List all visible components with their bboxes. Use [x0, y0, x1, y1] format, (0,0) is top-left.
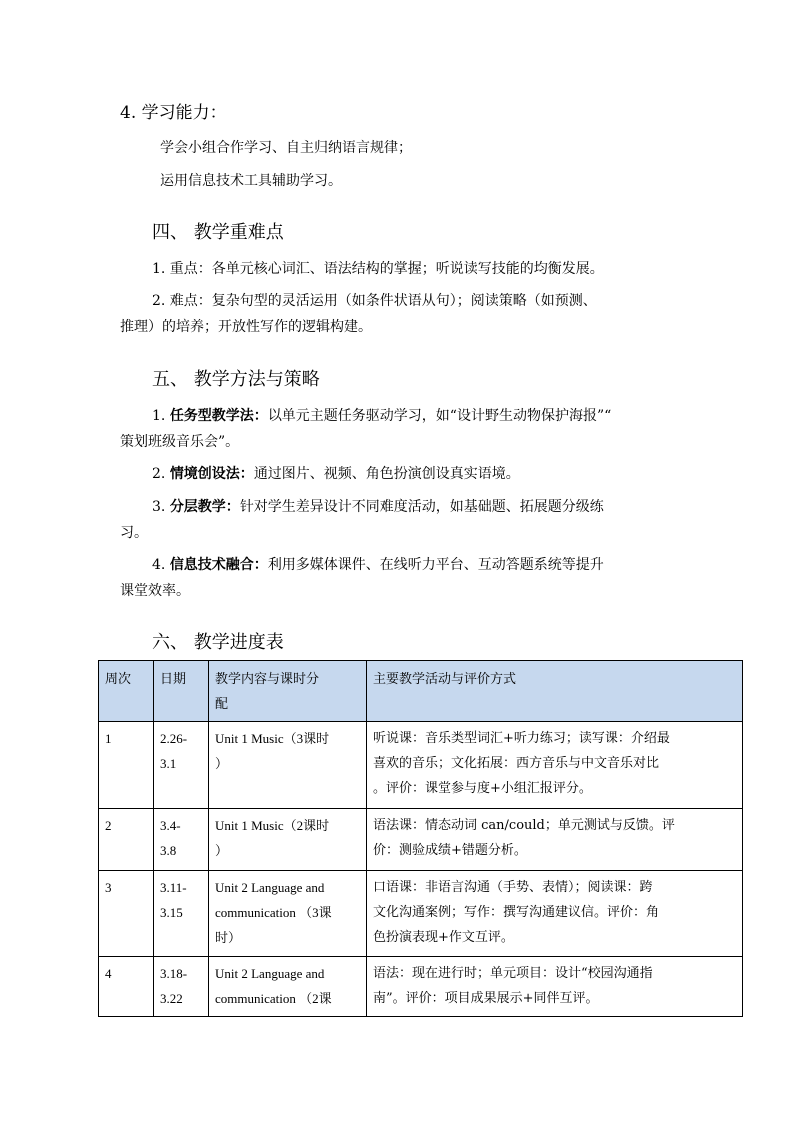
method-1-title: 任务型教学法：: [169, 408, 268, 424]
table-row: [99, 722, 743, 809]
schedule-header-row: [99, 661, 743, 722]
method-2-number: 2.: [152, 466, 170, 482]
cell-date: 3.4- 3.8: [154, 809, 209, 871]
header-week: 周次: [99, 661, 154, 722]
cell-activities: 听说课：音乐类型词汇+听力练习；读写课：介绍最 喜欢的音乐；文化拓展：西方音乐与中文音乐对比 。评价：课堂参与度+小组汇报评分。: [367, 722, 743, 809]
method-3-cont: 习。: [120, 525, 148, 541]
cell-content: Unit 1 Music（2课时 ）: [209, 809, 367, 871]
section4-point-2b: 推理）的培养；开放性写作的逻辑构建。: [120, 319, 372, 335]
header-activities: 主要教学活动与评价方式: [367, 661, 743, 722]
section4-point-2a: 2. 难点：复杂句型的灵活运用（如条件状语从句）；阅读策略（如预测、: [152, 293, 597, 309]
method-3-title: 分层教学：: [169, 499, 240, 515]
method-2-title: 情境创设法：: [169, 466, 254, 482]
cell-date: 3.18- 3.22: [154, 957, 209, 1017]
table-row: [99, 871, 743, 957]
cell-activities: 语法课：情态动词 can/could；单元测试与反馈。评 价：测验成绩+错题分析。: [367, 809, 743, 871]
cell-date: 2.26- 3.1: [154, 722, 209, 809]
header-content: 教学内容与课时分 配: [209, 661, 367, 722]
method-1: [152, 405, 611, 425]
cell-content: Unit 1 Music（3课时 ）: [209, 722, 367, 809]
cell-week: 2: [99, 809, 154, 871]
cell-content: Unit 2 Language and communication （2课: [209, 957, 367, 1017]
method-1-number: 1.: [152, 408, 170, 424]
method-4-text: 利用多媒体课件、在线听力平台、互动答题系统等提升: [267, 557, 604, 573]
method-1-text: 以单元主题任务驱动学习，如“设计野生动物保护海报”“: [267, 408, 612, 424]
method-1-cont: 策划班级音乐会”。: [120, 434, 240, 450]
schedule-table: [98, 660, 743, 1017]
cell-week: 3: [99, 871, 154, 957]
table-row: [99, 957, 743, 1017]
method-3-number: 3.: [152, 499, 170, 515]
cell-activities: 语法：现在进行时；单元项目：设计“校园沟通指 南”。评价：项目成果展示+同伴互评。: [367, 957, 743, 1017]
learning-heading: 4. 学习能力：: [120, 103, 227, 123]
table-row: [99, 809, 743, 871]
cell-week: 4: [99, 957, 154, 1017]
header-date: 日期: [154, 661, 209, 722]
cell-week: 1: [99, 722, 154, 809]
section6-heading: 六、 教学进度表: [152, 632, 284, 653]
method-4-cont: 课堂效率。: [120, 583, 190, 599]
method-2: [152, 463, 520, 483]
section5-heading: 五、 教学方法与策略: [152, 369, 320, 390]
method-3-text: 针对学生差异设计不同难度活动，如基础题、拓展题分级练: [239, 499, 604, 515]
method-3: [152, 496, 604, 516]
method-2-text: 通过图片、视频、角色扮演创设真实语境。: [253, 466, 520, 482]
section4-heading: 四、 教学重难点: [152, 222, 284, 243]
method-4-title: 信息技术融合：: [169, 557, 268, 573]
learning-line-2: 运用信息技术工具辅助学习。: [160, 173, 342, 189]
cell-activities: 口语课：非语言沟通（手势、表情）；阅读课：跨 文化沟通案例；写作：撰写沟通建议信。评价：角 色扮演表现+作文互评。: [367, 871, 743, 957]
method-4: [152, 554, 604, 574]
cell-content: Unit 2 Language and communication （3课 时）: [209, 871, 367, 957]
method-4-number: 4.: [152, 557, 170, 573]
cell-date: 3.11- 3.15: [154, 871, 209, 957]
section4-point-1: 1. 重点：各单元核心词汇、语法结构的掌握；听说读写技能的均衡发展。: [152, 261, 604, 277]
learning-line-1: 学会小组合作学习、自主归纳语言规律；: [160, 140, 412, 156]
